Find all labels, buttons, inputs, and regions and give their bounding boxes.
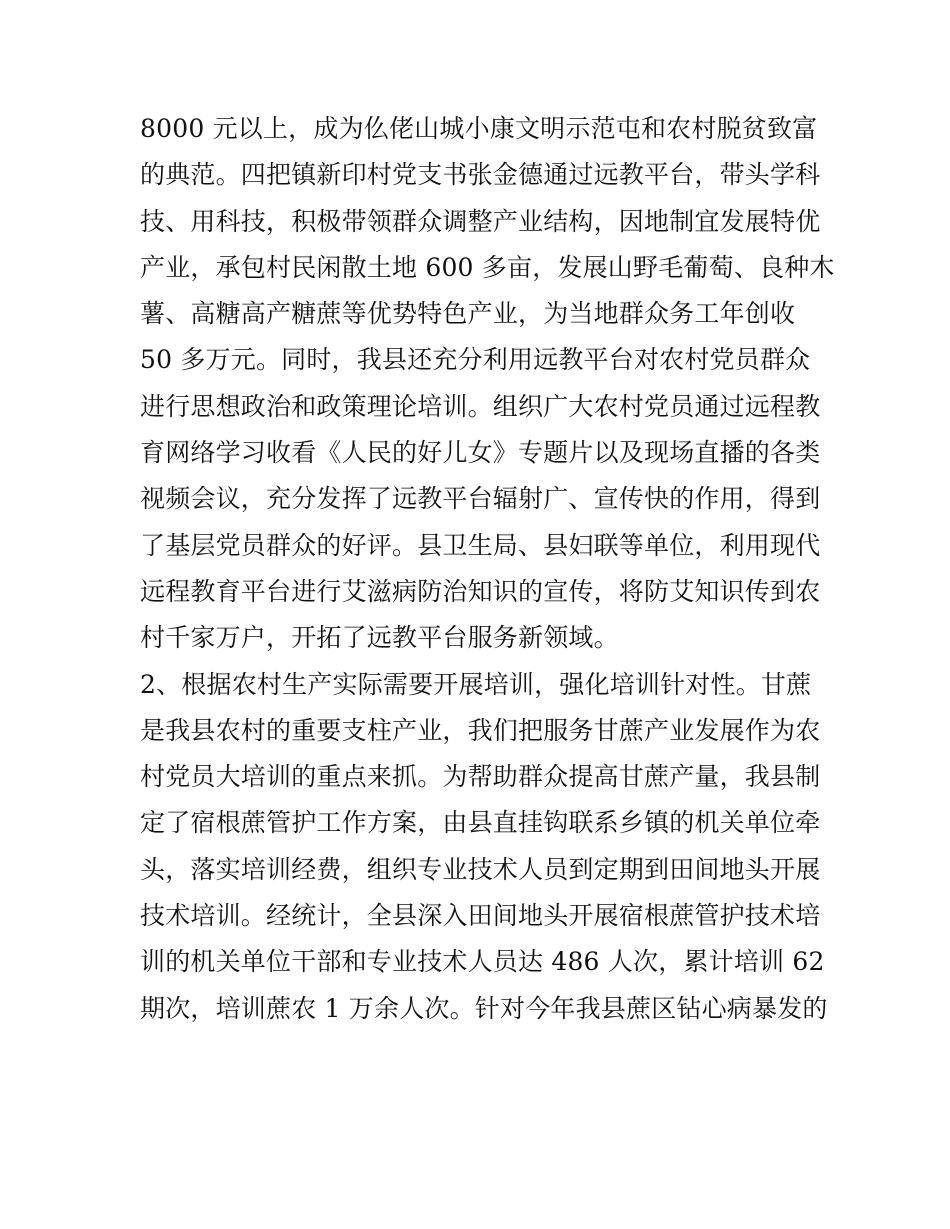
text-line: 产业，承包村民闲散土地 600 多亩，发展山野毛葡萄、良种木 xyxy=(140,252,835,282)
text-line: 技、用科技，积极带领群众调整产业结构，因地制宜发展特优 xyxy=(140,206,821,236)
text-line: 进行思想政治和政策理论培训。组织广大农村党员通过远程教 xyxy=(140,391,821,421)
text-line: 村党员大培训的重点来抓。为帮助群众提高甘蔗产量，我县制 xyxy=(140,762,821,792)
section-heading-line: 2、根据农村生产实际需要开展培训，强化培训针对性。甘蔗 xyxy=(140,669,812,699)
text-line: 定了宿根蔗管护工作方案，由县直挂钩联系乡镇的机关单位牵 xyxy=(140,808,821,838)
text-line: 的典范。四把镇新印村党支书张金德通过远教平台，带头学科 xyxy=(140,160,821,190)
text-line: 远程教育平台进行艾滋病防治知识的宣传，将防艾知识传到农 xyxy=(140,576,821,606)
text-line: 期次，培训蔗农 1 万余人次。针对今年我县蔗区钻心病暴发的 xyxy=(140,993,828,1023)
text-line: 8000 元以上，成为仫佬山城小康文明示范屯和农村脱贫致富 xyxy=(140,114,818,143)
text-line: 育网络学习收看《人民的好儿女》专题片以及现场直播的各类 xyxy=(140,438,821,468)
text-line: 50 多万元。同时，我县还充分利用远教平台对农村党员群众 xyxy=(140,345,811,375)
text-line: 视频会议，充分发挥了远教平台辐射广、宣传快的作用，得到 xyxy=(140,484,821,514)
text-line: 头，落实培训经费，组织专业技术人员到定期到田间地头开展 xyxy=(140,854,821,884)
text-line: 训的机关单位干部和专业技术人员达 486 人次，累计培训 62 xyxy=(140,947,825,977)
text-line: 技术培训。经统计，全县深入田间地头开展宿根蔗管护技术培 xyxy=(140,901,821,931)
body-text xyxy=(140,106,835,1032)
text-line: 是我县农村的重要支柱产业，我们把服务甘蔗产业发展作为农 xyxy=(140,715,821,745)
text-line: 了基层党员群众的好评。县卫生局、县妇联等单位，利用现代 xyxy=(140,530,821,560)
text-line: 村千家万户，开拓了远教平台服务新领域。 xyxy=(140,623,619,653)
text-line: 薯、高糖高产糖蔗等优势特色产业，为当地群众务工年创收 xyxy=(140,299,796,329)
